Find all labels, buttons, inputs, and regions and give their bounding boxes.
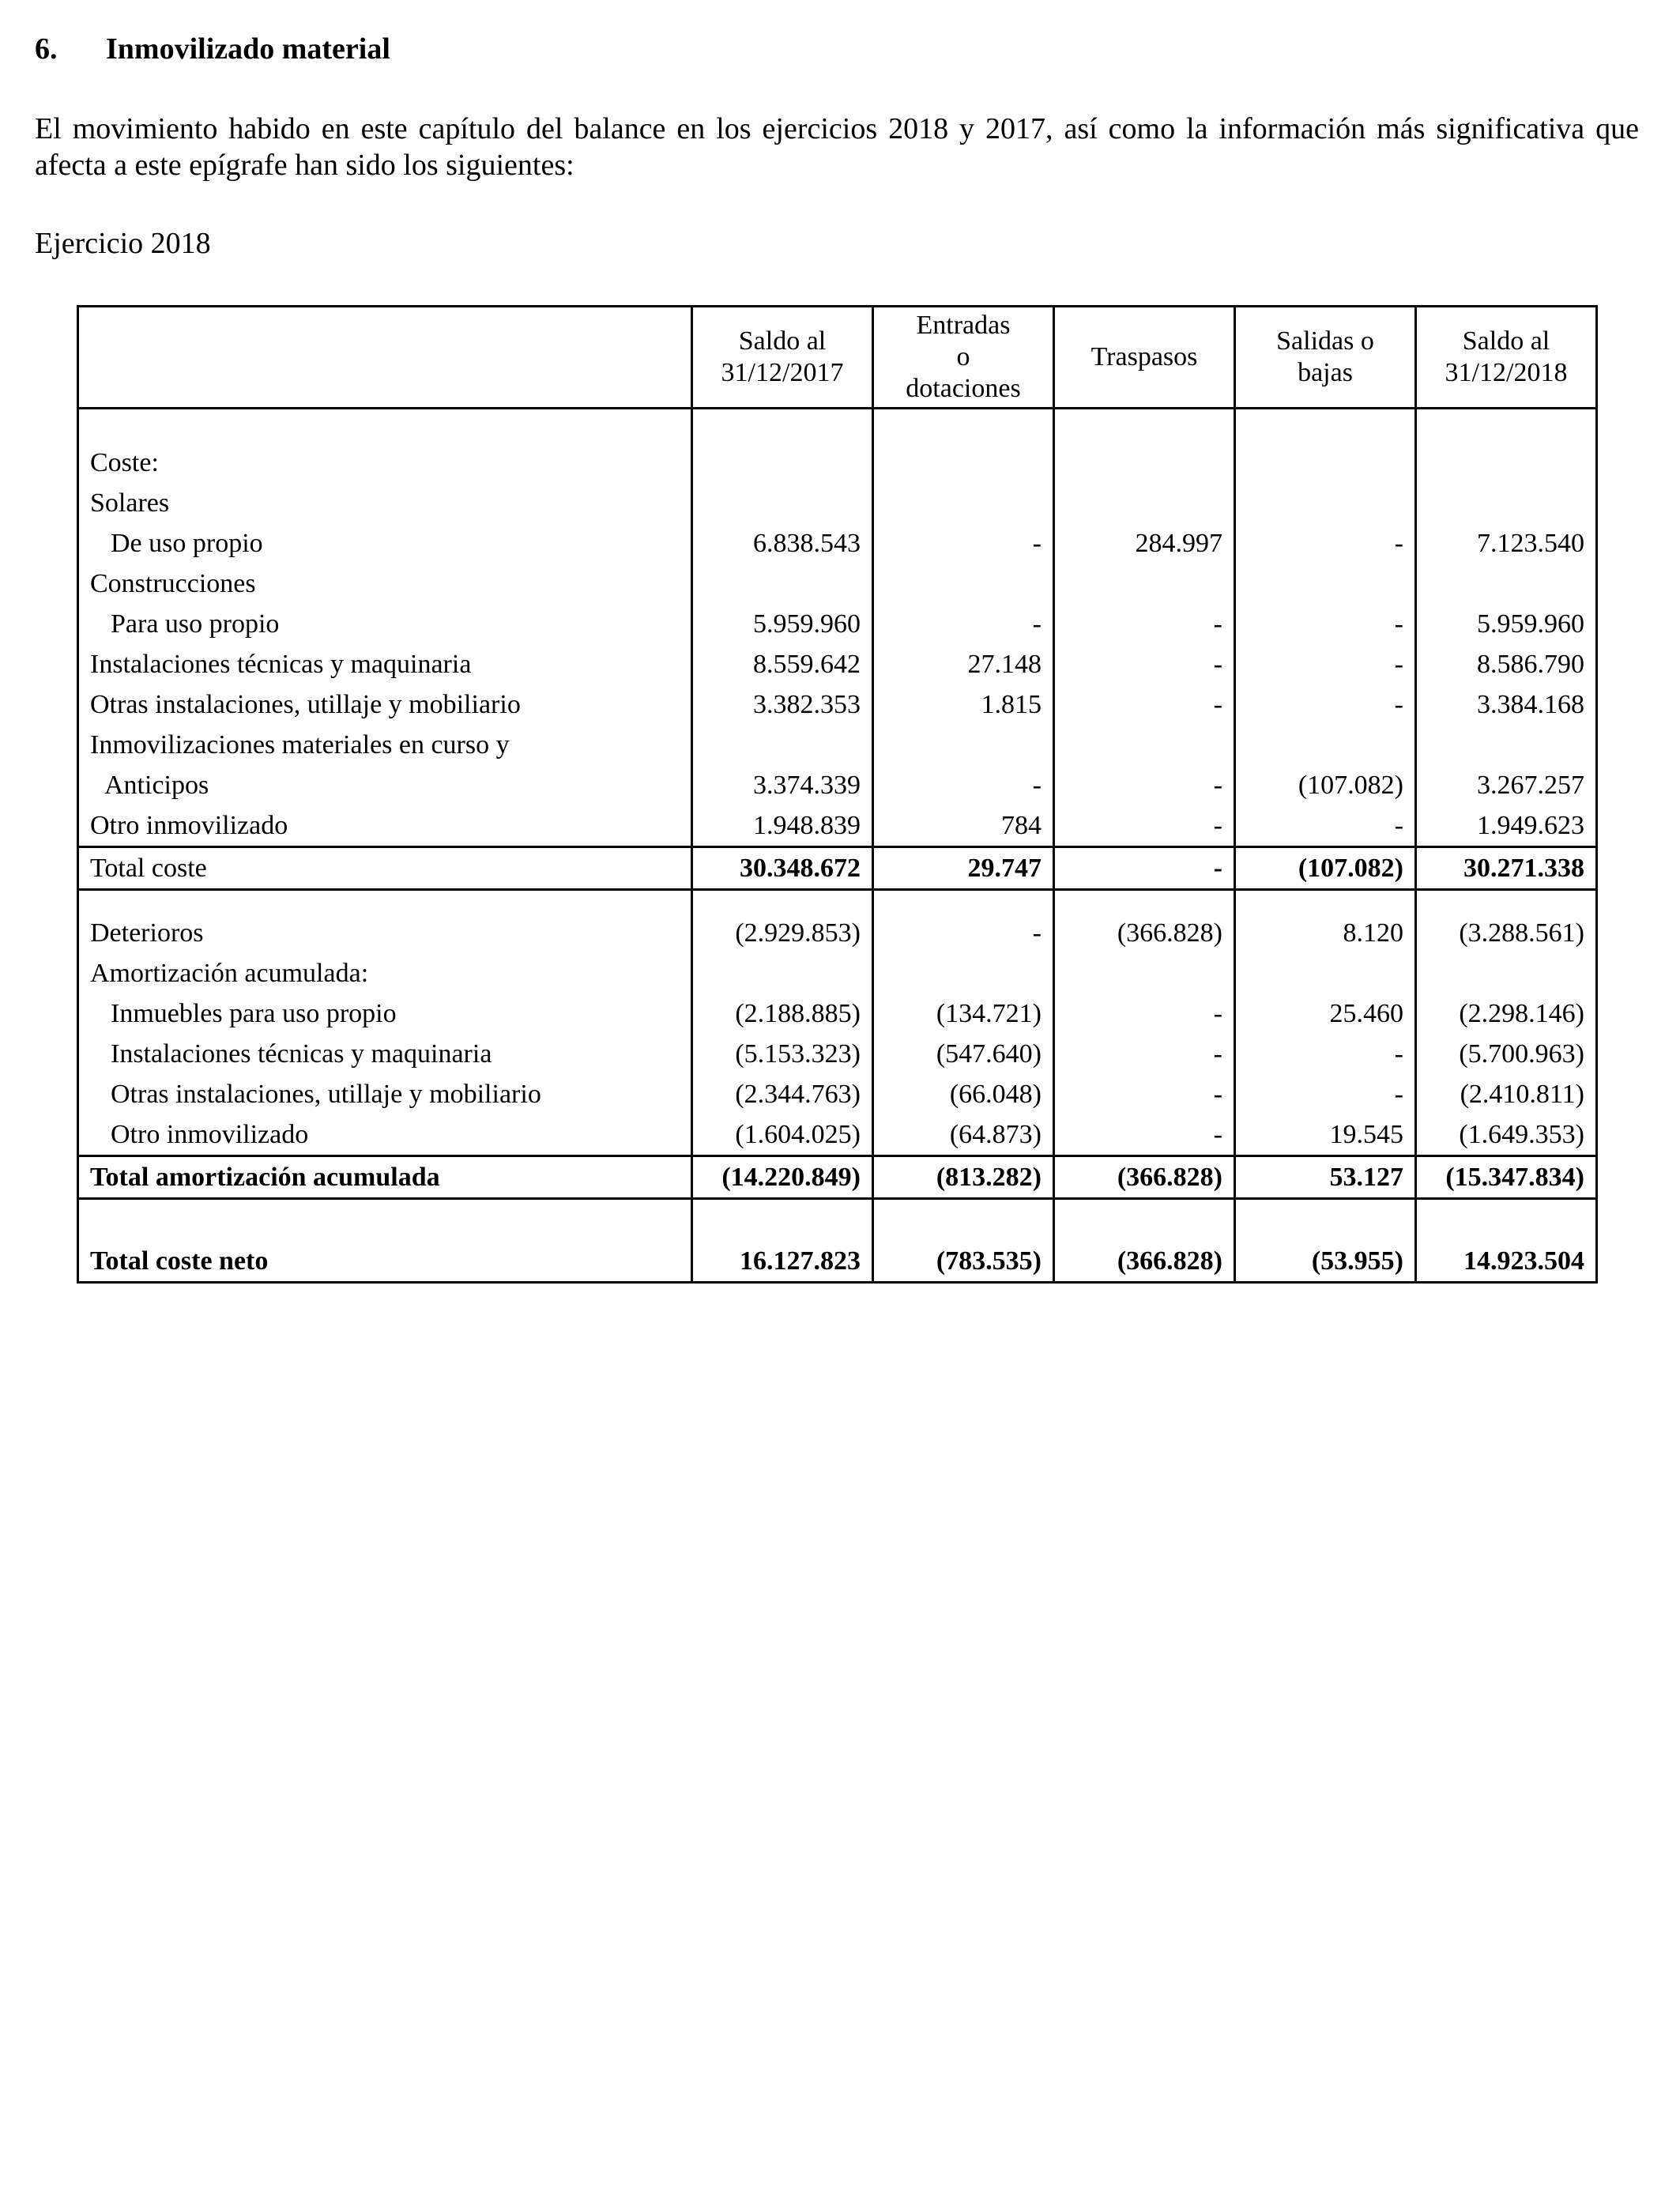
table-row: [78, 913, 1597, 953]
cell-value: (366.828): [1054, 1241, 1235, 1283]
movement-table: [77, 305, 1598, 1284]
subheading: Ejercicio 2018: [35, 227, 211, 260]
row-label: Coste:: [78, 443, 692, 483]
cell-value: 1.815: [873, 684, 1054, 725]
cell-value: -: [873, 765, 1054, 805]
table-header-row: [78, 307, 1597, 409]
table-row: [78, 684, 1597, 725]
row-label: Total amortización acumulada: [78, 1156, 692, 1199]
row-label: Total coste: [78, 847, 692, 890]
cell-value: (366.828): [1054, 1156, 1235, 1199]
row-label: Para uso propio: [78, 604, 692, 644]
cell-value: -: [1054, 765, 1235, 805]
cell-value: (2.929.853): [692, 913, 873, 953]
table-row: [78, 564, 1597, 604]
cell-value: (2.188.885): [692, 993, 873, 1034]
cell-value: 53.127: [1235, 1156, 1416, 1199]
spacer-row: [78, 1199, 1597, 1242]
cell-value: 784: [873, 805, 1054, 847]
table-row: [78, 805, 1597, 847]
cell-value: (5.700.963): [1416, 1034, 1597, 1074]
row-label: Inmovilizaciones materiales en curso y: [78, 725, 692, 765]
row-label: Anticipos: [78, 765, 692, 805]
cell-value: -: [1054, 604, 1235, 644]
cell-value: -: [1235, 523, 1416, 564]
cell-value: -: [1054, 684, 1235, 725]
total-row: [78, 1156, 1597, 1199]
cell-value: 5.959.960: [1416, 604, 1597, 644]
cell-value: -: [1054, 1074, 1235, 1114]
cell-value: (1.649.353): [1416, 1114, 1597, 1156]
header-saldo-2017: Saldo al 31/12/2017: [692, 307, 873, 409]
cell-value: 1.948.839: [692, 805, 873, 847]
net-total-row: [78, 1241, 1597, 1283]
table-row: [78, 1074, 1597, 1114]
header-salidas: Salidas o bajas: [1235, 307, 1416, 409]
table-row: [78, 644, 1597, 684]
table-row: [78, 765, 1597, 805]
table-row: [78, 604, 1597, 644]
row-label: Amortización acumulada:: [78, 953, 692, 993]
row-label: Instalaciones técnicas y maquinaria: [78, 1034, 692, 1074]
row-label: Otro inmovilizado: [78, 1114, 692, 1156]
header-traspasos: Traspasos: [1054, 307, 1235, 409]
cell-value: -: [1054, 805, 1235, 847]
row-label: Inmuebles para uso propio: [78, 993, 692, 1034]
table-row: [78, 993, 1597, 1034]
cell-value: 8.120: [1235, 913, 1416, 953]
cell-value: (53.955): [1235, 1241, 1416, 1283]
table-row: [78, 1114, 1597, 1156]
cell-value: (64.873): [873, 1114, 1054, 1156]
header-entradas: Entradas o dotaciones: [873, 307, 1054, 409]
row-label: Construcciones: [78, 564, 692, 604]
table-row: [78, 443, 1597, 483]
cell-value: (15.347.834): [1416, 1156, 1597, 1199]
cell-value: 3.374.339: [692, 765, 873, 805]
header-saldo-2018: Saldo al 31/12/2018: [1416, 307, 1597, 409]
cell-value: -: [873, 604, 1054, 644]
cell-value: (3.288.561): [1416, 913, 1597, 953]
cell-value: -: [1235, 684, 1416, 725]
cell-value: -: [1054, 1114, 1235, 1156]
section-title: Inmovilizado material: [106, 32, 390, 66]
cell-value: (66.048): [873, 1074, 1054, 1114]
cell-value: 5.959.960: [692, 604, 873, 644]
cell-value: (813.282): [873, 1156, 1054, 1199]
cell-value: -: [1235, 1034, 1416, 1074]
cell-value: 6.838.543: [692, 523, 873, 564]
cell-value: (1.604.025): [692, 1114, 873, 1156]
cell-value: 8.559.642: [692, 644, 873, 684]
section-number: 6.: [35, 32, 58, 66]
cell-value: 1.949.623: [1416, 805, 1597, 847]
section-heading: [35, 32, 390, 66]
header-label-column: [78, 307, 692, 409]
cell-value: (547.640): [873, 1034, 1054, 1074]
cell-value: (2.298.146): [1416, 993, 1597, 1034]
row-label: Instalaciones técnicas y maquinaria: [78, 644, 692, 684]
table-row: [78, 725, 1597, 765]
cell-value: 284.997: [1054, 523, 1235, 564]
cell-value: -: [1054, 847, 1235, 890]
cell-value: (134.721): [873, 993, 1054, 1034]
cell-value: -: [1235, 1074, 1416, 1114]
cell-value: 14.923.504: [1416, 1241, 1597, 1283]
cell-value: 25.460: [1235, 993, 1416, 1034]
cell-value: -: [873, 523, 1054, 564]
cell-value: 29.747: [873, 847, 1054, 890]
cell-value: (2.344.763): [692, 1074, 873, 1114]
cell-value: (783.535): [873, 1241, 1054, 1283]
intro-paragraph: El movimiento habido en este capítulo del balance en los ejercicios 2018 y 2017, así como la información más significativa que afecta a este epígrafe han sido los siguientes:: [35, 112, 1639, 182]
cell-value: (107.082): [1235, 765, 1416, 805]
spacer-row: [78, 890, 1597, 914]
spacer-row: [78, 409, 1597, 443]
cell-value: (14.220.849): [692, 1156, 873, 1199]
cell-value: -: [1054, 1034, 1235, 1074]
total-row: [78, 847, 1597, 890]
cell-value: 7.123.540: [1416, 523, 1597, 564]
cell-value: 3.267.257: [1416, 765, 1597, 805]
table-row: [78, 953, 1597, 993]
cell-value: (366.828): [1054, 913, 1235, 953]
cell-value: (2.410.811): [1416, 1074, 1597, 1114]
cell-value: -: [1235, 644, 1416, 684]
cell-value: 8.586.790: [1416, 644, 1597, 684]
cell-value: -: [1054, 644, 1235, 684]
cell-value: 30.348.672: [692, 847, 873, 890]
row-label: Deterioros: [78, 913, 692, 953]
cell-value: -: [1054, 993, 1235, 1034]
row-label: Solares: [78, 483, 692, 523]
cell-value: (107.082): [1235, 847, 1416, 890]
cell-value: 27.148: [873, 644, 1054, 684]
cell-value: 19.545: [1235, 1114, 1416, 1156]
cell-value: (5.153.323): [692, 1034, 873, 1074]
cell-value: -: [1235, 604, 1416, 644]
cell-value: 3.382.353: [692, 684, 873, 725]
row-label: Otras instalaciones, utillaje y mobiliario: [78, 684, 692, 725]
cell-value: 3.384.168: [1416, 684, 1597, 725]
row-label: Total coste neto: [78, 1241, 692, 1283]
row-label: De uso propio: [78, 523, 692, 564]
table-row: [78, 523, 1597, 564]
table-row: [78, 483, 1597, 523]
row-label: Otro inmovilizado: [78, 805, 692, 847]
cell-value: 16.127.823: [692, 1241, 873, 1283]
cell-value: 30.271.338: [1416, 847, 1597, 890]
cell-value: -: [873, 913, 1054, 953]
row-label: Otras instalaciones, utillaje y mobiliario: [78, 1074, 692, 1114]
table-row: [78, 1034, 1597, 1074]
cell-value: -: [1235, 805, 1416, 847]
